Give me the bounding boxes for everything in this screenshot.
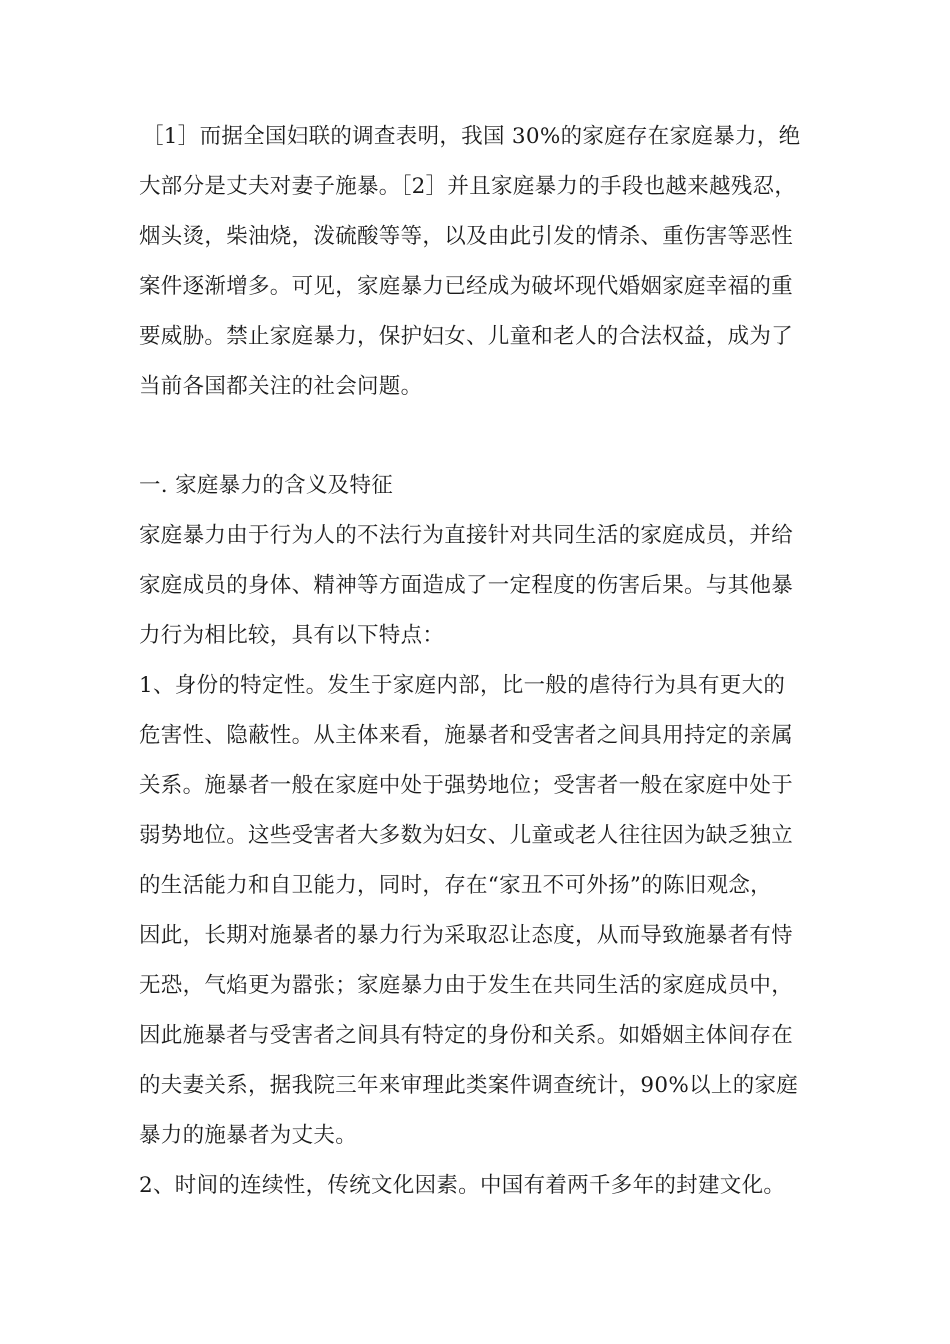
point1-line: 无恐，气焰更为嚣张；家庭暴力由于发生在共同生活的家庭成员中， [139, 973, 794, 998]
point1-line: 的生活能力和自卫能力，同时，存在“家丑不可外扬”的陈旧观念， [139, 873, 772, 898]
definition-line: 家庭暴力由于行为人的不法行为直接针对共同生活的家庭成员，并给 [139, 523, 794, 548]
point1-line: 因此施暴者与受害者之间具有特定的身份和关系。如婚姻主体间存在 [139, 1023, 794, 1048]
definition-line: 力行为相比较，具有以下特点： [139, 623, 445, 648]
intro-line: 烟头烫，柴油烧，泼硫酸等等，以及由此引发的情杀、重伤害等恶性 [139, 224, 794, 249]
intro-line: 案件逐渐增多。可见，家庭暴力已经成为破坏现代婚姻家庭幸福的重 [139, 274, 794, 299]
section-heading: 一. 家庭暴力的含义及特征 [139, 473, 394, 498]
point1-line: 1、身份的特定性。发生于家庭内部，比一般的虐待行为具有更大的 [139, 673, 786, 698]
point1-line: 关系。施暴者一般在家庭中处于强势地位；受害者一般在家庭中处于 [139, 773, 794, 798]
intro-line: 要威胁。禁止家庭暴力，保护妇女、儿童和老人的合法权益，成为了 [139, 324, 794, 349]
intro-line: 大部分是丈夫对妻子施暴。［2］并且家庭暴力的手段也越来越残忍， [139, 174, 797, 199]
intro-line: ［1］而据全国妇联的调查表明，我国 30%的家庭存在家庭暴力，绝 [142, 124, 801, 149]
point1-line: 危害性、隐蔽性。从主体来看，施暴者和受害者之间具用持定的亲属 [139, 723, 794, 748]
point2-line: 2、时间的连续性，传统文化因素。中国有着两千多年的封建文化。 [139, 1173, 786, 1198]
point1-line: 因此，长期对施暴者的暴力行为采取忍让态度，从而导致施暴者有恃 [139, 923, 794, 948]
point1-line: 的夫妻关系，据我院三年来审理此类案件调查统计，90%以上的家庭 [139, 1073, 799, 1098]
intro-line: 当前各国都关注的社会问题。 [139, 374, 423, 399]
point1-line: 弱势地位。这些受害者大多数为妇女、儿童或老人往往因为缺乏独立 [139, 823, 794, 848]
point1-line: 暴力的施暴者为丈夫。 [139, 1123, 358, 1148]
definition-line: 家庭成员的身体、精神等方面造成了一定程度的伤害后果。与其他暴 [139, 573, 794, 598]
